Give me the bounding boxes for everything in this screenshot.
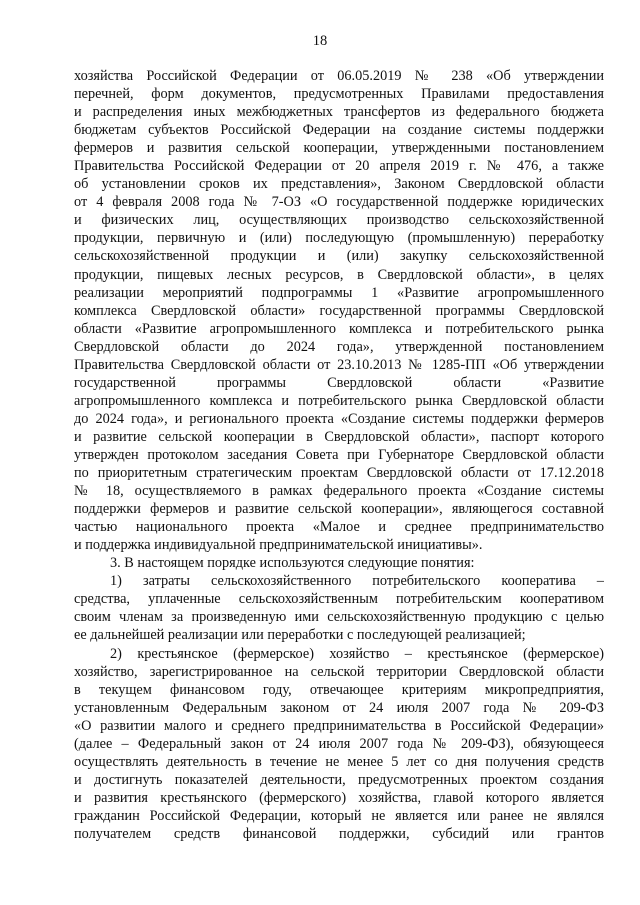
- text-line: комплекса Свердловской области» государственной программы Свердловской: [74, 302, 604, 319]
- text-line: хозяйство, зарегистрированное на сельской территории Свердловской области: [74, 663, 604, 680]
- text-line: и поддержка индивидуальной предпринимательской инициативы».: [74, 537, 483, 554]
- text-line: частью национального проекта «Малое и среднее предпринимательство: [74, 519, 604, 536]
- text-line: об установлении сроков их представления», Законом Свердловской области: [74, 176, 604, 193]
- text-line: от 4 февраля 2008 года № 7-ОЗ «О государственной поддержке юридических: [74, 194, 604, 211]
- text-line: установленным Федеральным законом от 24 июля 2007 года № 209-ФЗ: [74, 699, 604, 716]
- text-line: и физических лиц, осуществляющих производство сельскохозяйственной: [74, 212, 604, 229]
- text-line: № 18, осуществляемого в рамках федерального проекта «Создание системы: [74, 483, 604, 500]
- text-line: своим членам за произведенную ими сельскохозяйственную продукцию с целью: [74, 609, 604, 626]
- text-line: до 2024 года», и регионального проекта «Создание системы поддержки фермеров: [74, 410, 604, 427]
- text-line: «О развитии малого и среднего предпринимательства в Российской Федерации»: [74, 717, 604, 734]
- text-line: утвержден протоколом заседания Совета при Губернаторе Свердловской области: [74, 446, 604, 463]
- text-line: государственной программы Свердловской области «Развитие: [74, 374, 604, 391]
- document-body: [74, 67, 604, 843]
- text-line: фермеров и развития сельской кооперации, утвержденными постановлением: [74, 140, 604, 157]
- text-line: агропромышленного комплекса и потребительского рынка Свердловской области: [74, 392, 604, 409]
- text-line: 1) затраты сельскохозяйственного потребительского кооператива –: [110, 573, 604, 590]
- text-line: средства, уплаченные сельскохозяйственным потребительским кооперативом: [74, 591, 604, 608]
- text-line: получателем средств финансовой поддержки, субсидий или грантов: [74, 825, 604, 842]
- text-line: реализации мероприятий подпрограммы 1 «Развитие агропромышленного: [74, 284, 604, 301]
- text-line: и развития крестьянского (фермерского) хозяйства, главой которого является: [74, 789, 604, 806]
- text-line: 2) крестьянское (фермерское) хозяйство – крестьянское (фермерское): [110, 645, 604, 662]
- text-line: и распределения иных межбюджетных трансфертов из федерального бюджета: [74, 104, 604, 121]
- text-line: осуществлять деятельность в течение не менее 5 лет со дня получения средств: [74, 753, 604, 770]
- text-line: по приоритетным стратегическим проектам Свердловской области от 17.12.2018: [74, 465, 604, 482]
- text-line: в текущем финансовом году, отвечающее критериям микропредприятия,: [74, 681, 604, 698]
- text-line: перечней, форм документов, предусмотренных Правилами предоставления: [74, 86, 604, 103]
- text-line: сельскохозяйственной продукции и (или) закупку сельскохозяйственной: [74, 248, 604, 265]
- text-line: Свердловской области до 2024 года», утвержденной постановлением: [74, 338, 604, 355]
- text-line: продукции, первичную и (или) последующую (промышленную) переработку: [74, 230, 604, 247]
- text-line: хозяйства Российской Федерации от 06.05.2019 № 238 «Об утверждении: [74, 68, 604, 84]
- text-line: и достигнуть показателей деятельности, предусмотренных проектом создания: [74, 771, 604, 788]
- text-line: гражданин Российской Федерации, который не является или ранее не являлся: [74, 807, 604, 824]
- text-line: бюджетам субъектов Российской Федерации на создание системы поддержки: [74, 122, 604, 139]
- text-line: и развитие сельской кооперации в Свердловской области», паспорт которого: [74, 428, 604, 445]
- page-number: 18: [312, 33, 328, 49]
- text-line: ее дальнейшей реализации или переработки с последующей реализацией;: [74, 627, 526, 644]
- text-line: области «Развитие агропромышленного комплекса и потребительского рынка: [74, 320, 604, 337]
- text-line: Правительства Свердловской области от 23.10.2013 № 1285-ПП «Об утверждении: [74, 356, 604, 373]
- text-line: 3. В настоящем порядке используются следующие понятия:: [110, 555, 475, 572]
- text-line: Правительства Российской Федерации от 20 апреля 2019 г. № 476, а также: [74, 158, 604, 175]
- text-line: продукции, пищевых лесных ресурсов, в Свердловской области», в целях: [74, 266, 604, 283]
- text-line: поддержки фермеров и развитие сельской кооперации», являющегося составной: [74, 501, 604, 518]
- text-line: (далее – Федеральный закон от 24 июля 2007 года № 209-ФЗ), обязующееся: [74, 735, 604, 752]
